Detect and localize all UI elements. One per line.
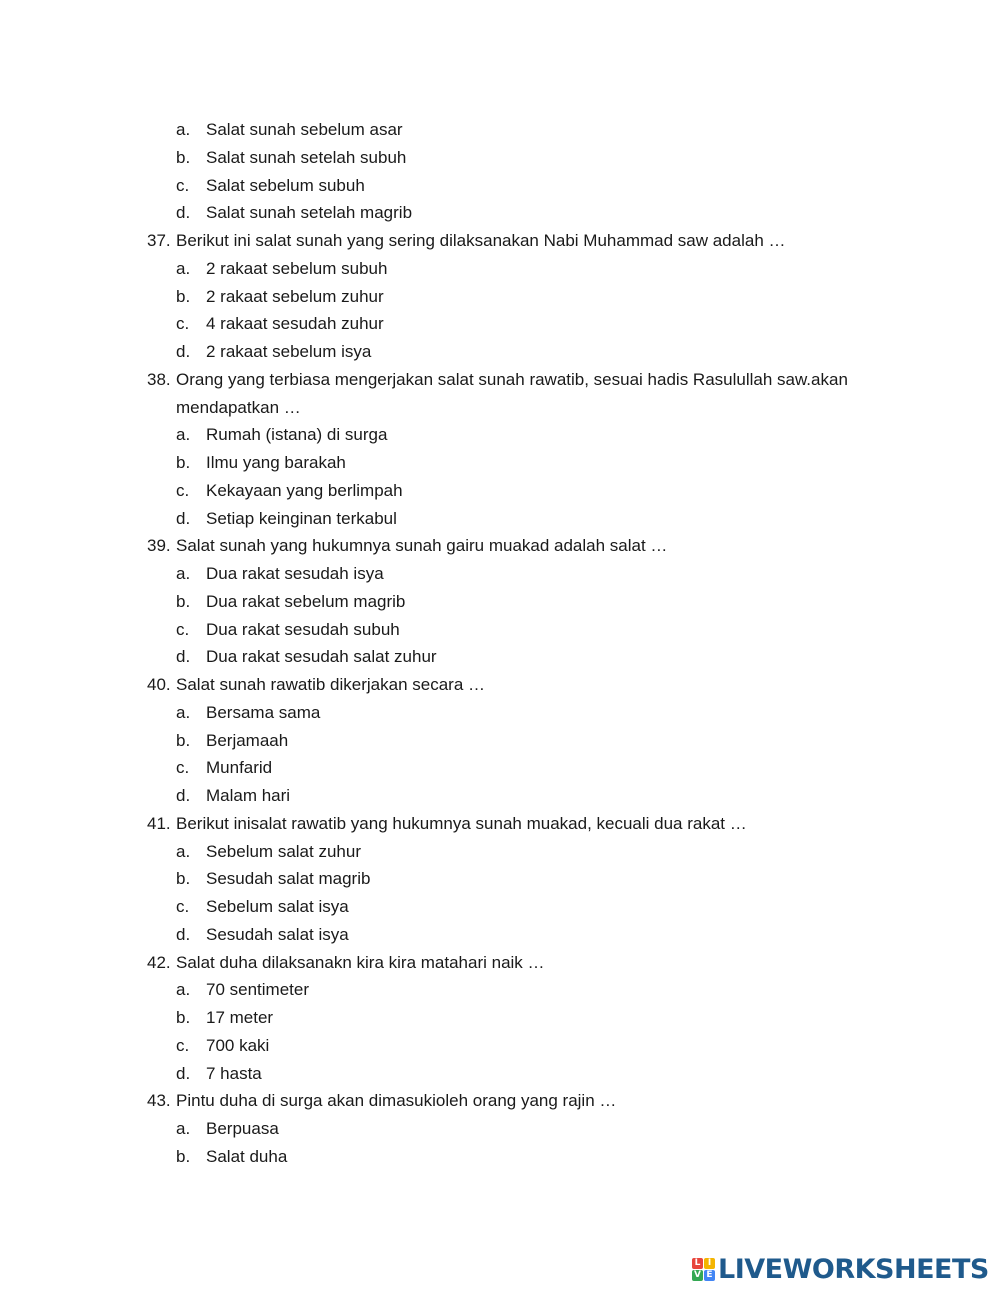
option-marker: a. [176, 980, 191, 1000]
answer-option [0, 116, 1000, 144]
option-text: Ilmu yang barakah [206, 453, 346, 472]
option-marker: d. [176, 924, 191, 944]
logo-mark-letter: V [692, 1270, 703, 1281]
logo-mark-letter: I [704, 1258, 715, 1269]
question-number: 39. [147, 536, 171, 556]
worksheet-page [0, 116, 1000, 1171]
option-marker: c. [176, 480, 190, 500]
question [0, 949, 1000, 977]
answer-option [0, 560, 1000, 588]
question [0, 366, 1000, 394]
answer-option [0, 643, 1000, 671]
answer-option [0, 255, 1000, 283]
answer-option [0, 1115, 1000, 1143]
answer-option [0, 865, 1000, 893]
answer-option [0, 172, 1000, 200]
question-number: 40. [147, 675, 171, 694]
option-marker: b. [176, 1008, 191, 1027]
option-marker: b. [176, 869, 191, 889]
option-marker: d. [176, 342, 191, 361]
option-text: Munfarid [206, 758, 273, 778]
option-text: 700 kaki [206, 1035, 270, 1055]
question-text: Salat sunah yang hukumnya sunah gairu muakad adalah salat … [176, 536, 668, 556]
option-text: 17 meter [206, 1008, 274, 1027]
liveworksheets-logo [692, 1252, 989, 1286]
option-marker: b. [176, 730, 191, 750]
question-number: 38. [147, 369, 171, 389]
option-text: Salat sunah setelah magrib [206, 203, 413, 223]
option-marker: a. [176, 841, 191, 861]
answer-option [0, 449, 1000, 477]
option-marker: c. [176, 619, 190, 639]
option-marker: a. [176, 702, 191, 722]
question-text: mendapatkan … [176, 397, 301, 417]
option-marker: a. [176, 425, 191, 445]
question-text: Salat duha dilaksanakn kira kira matahari naik … [176, 952, 545, 972]
answer-option [0, 477, 1000, 505]
option-text: 70 sentimeter [206, 980, 309, 1000]
option-text: Dua rakat sesudah isya [206, 564, 384, 583]
option-marker: b. [176, 286, 191, 306]
option-text: Sebelum salat isya [206, 897, 349, 916]
answer-option [0, 976, 1000, 1004]
question-text: Orang yang terbiasa mengerjakan salat sunah rawatib, sesuai hadis Rasulullah saw.akan [176, 369, 848, 389]
option-marker: c. [176, 1035, 190, 1055]
answer-option [0, 1060, 1000, 1088]
option-marker: c. [176, 897, 190, 916]
answer-option [0, 616, 1000, 644]
logo-text: LIVEWORKSHEETS [718, 1253, 989, 1285]
option-marker: a. [176, 564, 191, 583]
option-text: 4 rakaat sesudah zuhur [206, 314, 384, 334]
option-text: Sesudah salat isya [206, 924, 349, 944]
option-marker: d. [176, 786, 191, 805]
option-text: Salat sunah setelah subuh [206, 147, 407, 167]
answer-option [0, 838, 1000, 866]
option-text: Sebelum salat zuhur [206, 841, 361, 861]
option-text: Berpuasa [206, 1119, 279, 1138]
answer-option [0, 1032, 1000, 1060]
option-marker: c. [176, 758, 190, 778]
option-marker: c. [176, 175, 190, 195]
option-text: Dua rakat sesudah salat zuhur [206, 647, 437, 667]
answer-option [0, 1004, 1000, 1032]
option-text: 7 hasta [206, 1063, 262, 1083]
option-marker: a. [176, 1119, 191, 1138]
option-text: Sesudah salat magrib [206, 869, 371, 889]
logo-mark-icon [692, 1258, 715, 1281]
option-text: 2 rakaat sebelum zuhur [206, 286, 384, 306]
answer-option [0, 199, 1000, 227]
option-marker: b. [176, 147, 191, 167]
answer-option [0, 283, 1000, 311]
question-continuation [0, 394, 1000, 422]
option-marker: d. [176, 1063, 191, 1083]
question [0, 671, 1000, 699]
question-text: Berikut ini salat sunah yang sering dilaksanakan Nabi Muhammad saw adalah … [176, 231, 786, 250]
question-text: Salat sunah rawatib dikerjakan secara … [176, 675, 485, 694]
answer-option [0, 421, 1000, 449]
option-marker: b. [176, 1146, 191, 1166]
option-text: Dua rakat sebelum magrib [206, 591, 406, 611]
answer-option [0, 782, 1000, 810]
answer-option [0, 727, 1000, 755]
option-marker: d. [176, 647, 191, 667]
option-marker: b. [176, 453, 191, 472]
option-marker: a. [176, 120, 191, 139]
question-number: 42. [147, 952, 171, 972]
option-text: 2 rakaat sebelum subuh [206, 258, 388, 278]
answer-option [0, 588, 1000, 616]
answer-option [0, 1143, 1000, 1171]
answer-option [0, 921, 1000, 949]
answer-option [0, 310, 1000, 338]
question-text: Berikut inisalat rawatib yang hukumnya sunah muakad, kecuali dua rakat … [176, 813, 747, 833]
question-number: 37. [147, 231, 171, 250]
option-text: Berjamaah [206, 730, 289, 750]
option-text: Salat sebelum subuh [206, 175, 365, 195]
answer-option [0, 893, 1000, 921]
answer-option [0, 144, 1000, 172]
question [0, 810, 1000, 838]
answer-option [0, 699, 1000, 727]
option-marker: c. [176, 314, 190, 334]
option-marker: a. [176, 258, 191, 278]
question [0, 532, 1000, 560]
option-text: Setiap keinginan terkabul [206, 508, 397, 528]
option-text: Bersama sama [206, 702, 321, 722]
option-text: Kekayaan yang berlimpah [206, 480, 403, 500]
question-number: 41. [147, 813, 171, 833]
option-marker: d. [176, 203, 191, 223]
answer-option [0, 505, 1000, 533]
logo-mark-letter: E [704, 1270, 715, 1281]
question-text: Pintu duha di surga akan dimasukioleh orang yang rajin … [176, 1091, 617, 1111]
answer-option [0, 754, 1000, 782]
logo-mark-letter: L [692, 1258, 703, 1269]
option-text: Salat duha [206, 1146, 288, 1166]
option-text: 2 rakaat sebelum isya [206, 342, 372, 361]
option-text: Dua rakat sesudah subuh [206, 619, 400, 639]
option-text: Rumah (istana) di surga [206, 425, 388, 445]
answer-option [0, 338, 1000, 366]
option-marker: b. [176, 591, 191, 611]
option-marker: d. [176, 508, 191, 528]
question [0, 227, 1000, 255]
option-text: Malam hari [206, 786, 291, 805]
option-text: Salat sunah sebelum asar [206, 120, 403, 139]
question [0, 1087, 1000, 1115]
question-number: 43. [147, 1091, 171, 1111]
